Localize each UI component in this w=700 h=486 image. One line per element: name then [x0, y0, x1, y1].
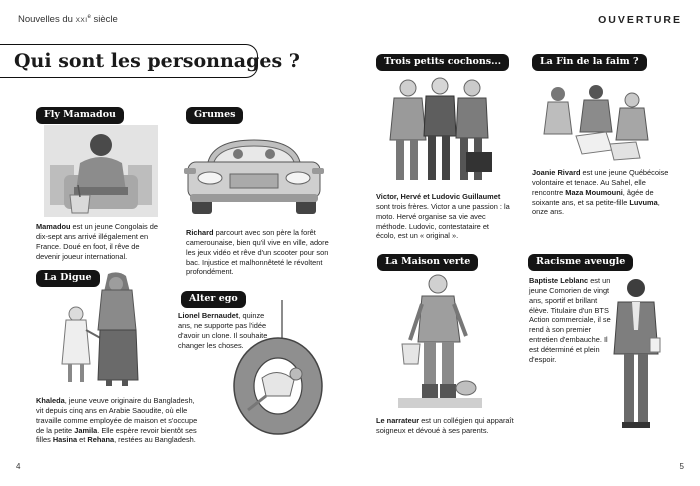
desc-racisme-aveugle — [529, 276, 615, 365]
name-baptiste: Baptiste Leblanc — [529, 276, 589, 285]
desc-fly-mamadou — [36, 222, 164, 261]
name-luvuma: Luvuma — [629, 197, 658, 207]
page-number-left: 4 — [16, 462, 21, 471]
text-narrateur: est un collégien qui apparaît soigneux et dévoué à ses parents. — [376, 416, 514, 435]
text-khaleda-4: , restées au Bangladesh. — [114, 435, 196, 445]
text-mamadou: est un jeune Congolais de dix-sept ans arrivé illégalement en France. Doué en foot, il rêve de devenir joueur international. — [36, 222, 159, 261]
desc-grumes — [186, 228, 334, 277]
section-label: OUVERTURE — [598, 14, 682, 26]
illustration-car — [180, 132, 328, 222]
page-title: Qui sont les personnages ? — [0, 44, 258, 78]
illustration-sahel — [536, 74, 656, 164]
label-racisme-aveugle: Racisme aveugle — [528, 254, 633, 271]
text-guillaumet-brothers: sont trois frères. Victor a une passion : la moto. Hervé organise sa vie avec méthode. Ludovic, contestataire et écolo, est un « original ». — [376, 201, 510, 241]
desc-la-digue — [36, 396, 198, 445]
name-jamila: Jamila — [74, 425, 98, 435]
illustration-three-brothers — [384, 74, 498, 188]
name-richard: Richard — [186, 228, 214, 237]
page-number-right: 5 — [679, 462, 684, 471]
name-rehana: Rehana — [87, 435, 115, 445]
text-khaleda-3: et — [77, 435, 88, 445]
text-khaleda-2: . Elle espère revoir bientôt ses filles — [36, 425, 197, 445]
illustration-mamadou — [44, 125, 158, 217]
name-guillaumet-brothers: Victor, Hervé et Ludovic Guillaumet — [376, 192, 501, 201]
desc-la-fin-de-la-faim — [532, 168, 670, 217]
text-baptiste: est un jeune Comorien de vingt ans, sportif et brillant élève. Titulaire d'un BTS Action commerciale, il se rend à son premier entretien d'embauche. Il est déterminé et plein d'espoir. — [529, 276, 611, 364]
name-hasina: Hasina — [52, 435, 78, 445]
text-richard: parcourt avec son père la forêt camerounaise, bien qu'il vive en ville, adore les jeux vidéo et rêve d'un scooter pour son bac. Injustice et malhonnêteté le révoltent profondément. — [186, 228, 329, 277]
running-head-text: Nouvelles du — [18, 14, 73, 26]
century-numeral: XXI — [75, 17, 88, 25]
illustration-baptiste — [610, 276, 662, 432]
label-trois-petits-cochons: Trois petits cochons... — [376, 54, 509, 71]
text-khaleda-1: , jeune veuve originaire du Bangladesh, vit depuis cinq ans en Arabie Saoudite, où elle travaille comme employée de maison et s'occupe de la petite — [36, 396, 198, 435]
illustration-tire-swing — [226, 300, 330, 442]
label-alter-ego: Alter ego — [181, 291, 246, 308]
text-lionel: , quinze ans, ne supporte pas l'idée d'avoir un clone. Il souhaite changer les choses. — [178, 311, 268, 350]
name-narrateur: Le narrateur — [376, 416, 420, 425]
name-khaleda: Khaleda — [36, 396, 65, 405]
label-grumes: Grumes — [186, 107, 243, 124]
illustration-khaleda — [56, 268, 156, 390]
text-joanie-1: est une jeune Québécoise volontaire et tenace. Au Sahel, elle rencontre — [532, 168, 669, 197]
illustration-narrator — [398, 272, 482, 408]
desc-la-maison-verte — [376, 416, 522, 436]
label-la-digue: La Digue — [36, 270, 100, 287]
name-maza: Maza Moumouni — [565, 187, 623, 197]
century-suffix: e — [87, 14, 91, 20]
text-joanie-2: , âgée de soixante ans, et sa petite-fille — [532, 187, 654, 207]
name-mamadou: Mamadou — [36, 222, 71, 231]
name-lionel: Lionel Bernaudet — [178, 311, 239, 320]
label-la-fin-de-la-faim: La Fin de la faim ? — [532, 54, 647, 71]
text-joanie-3: , onze ans. — [532, 197, 660, 217]
label-la-maison-verte: La Maison verte — [377, 254, 478, 271]
desc-trois-petits-cochons — [376, 192, 510, 241]
name-joanie: Joanie Rivard — [532, 168, 581, 177]
running-head-end: siècle — [93, 14, 118, 26]
running-head — [18, 14, 118, 25]
label-fly-mamadou: Fly Mamadou — [36, 107, 124, 124]
